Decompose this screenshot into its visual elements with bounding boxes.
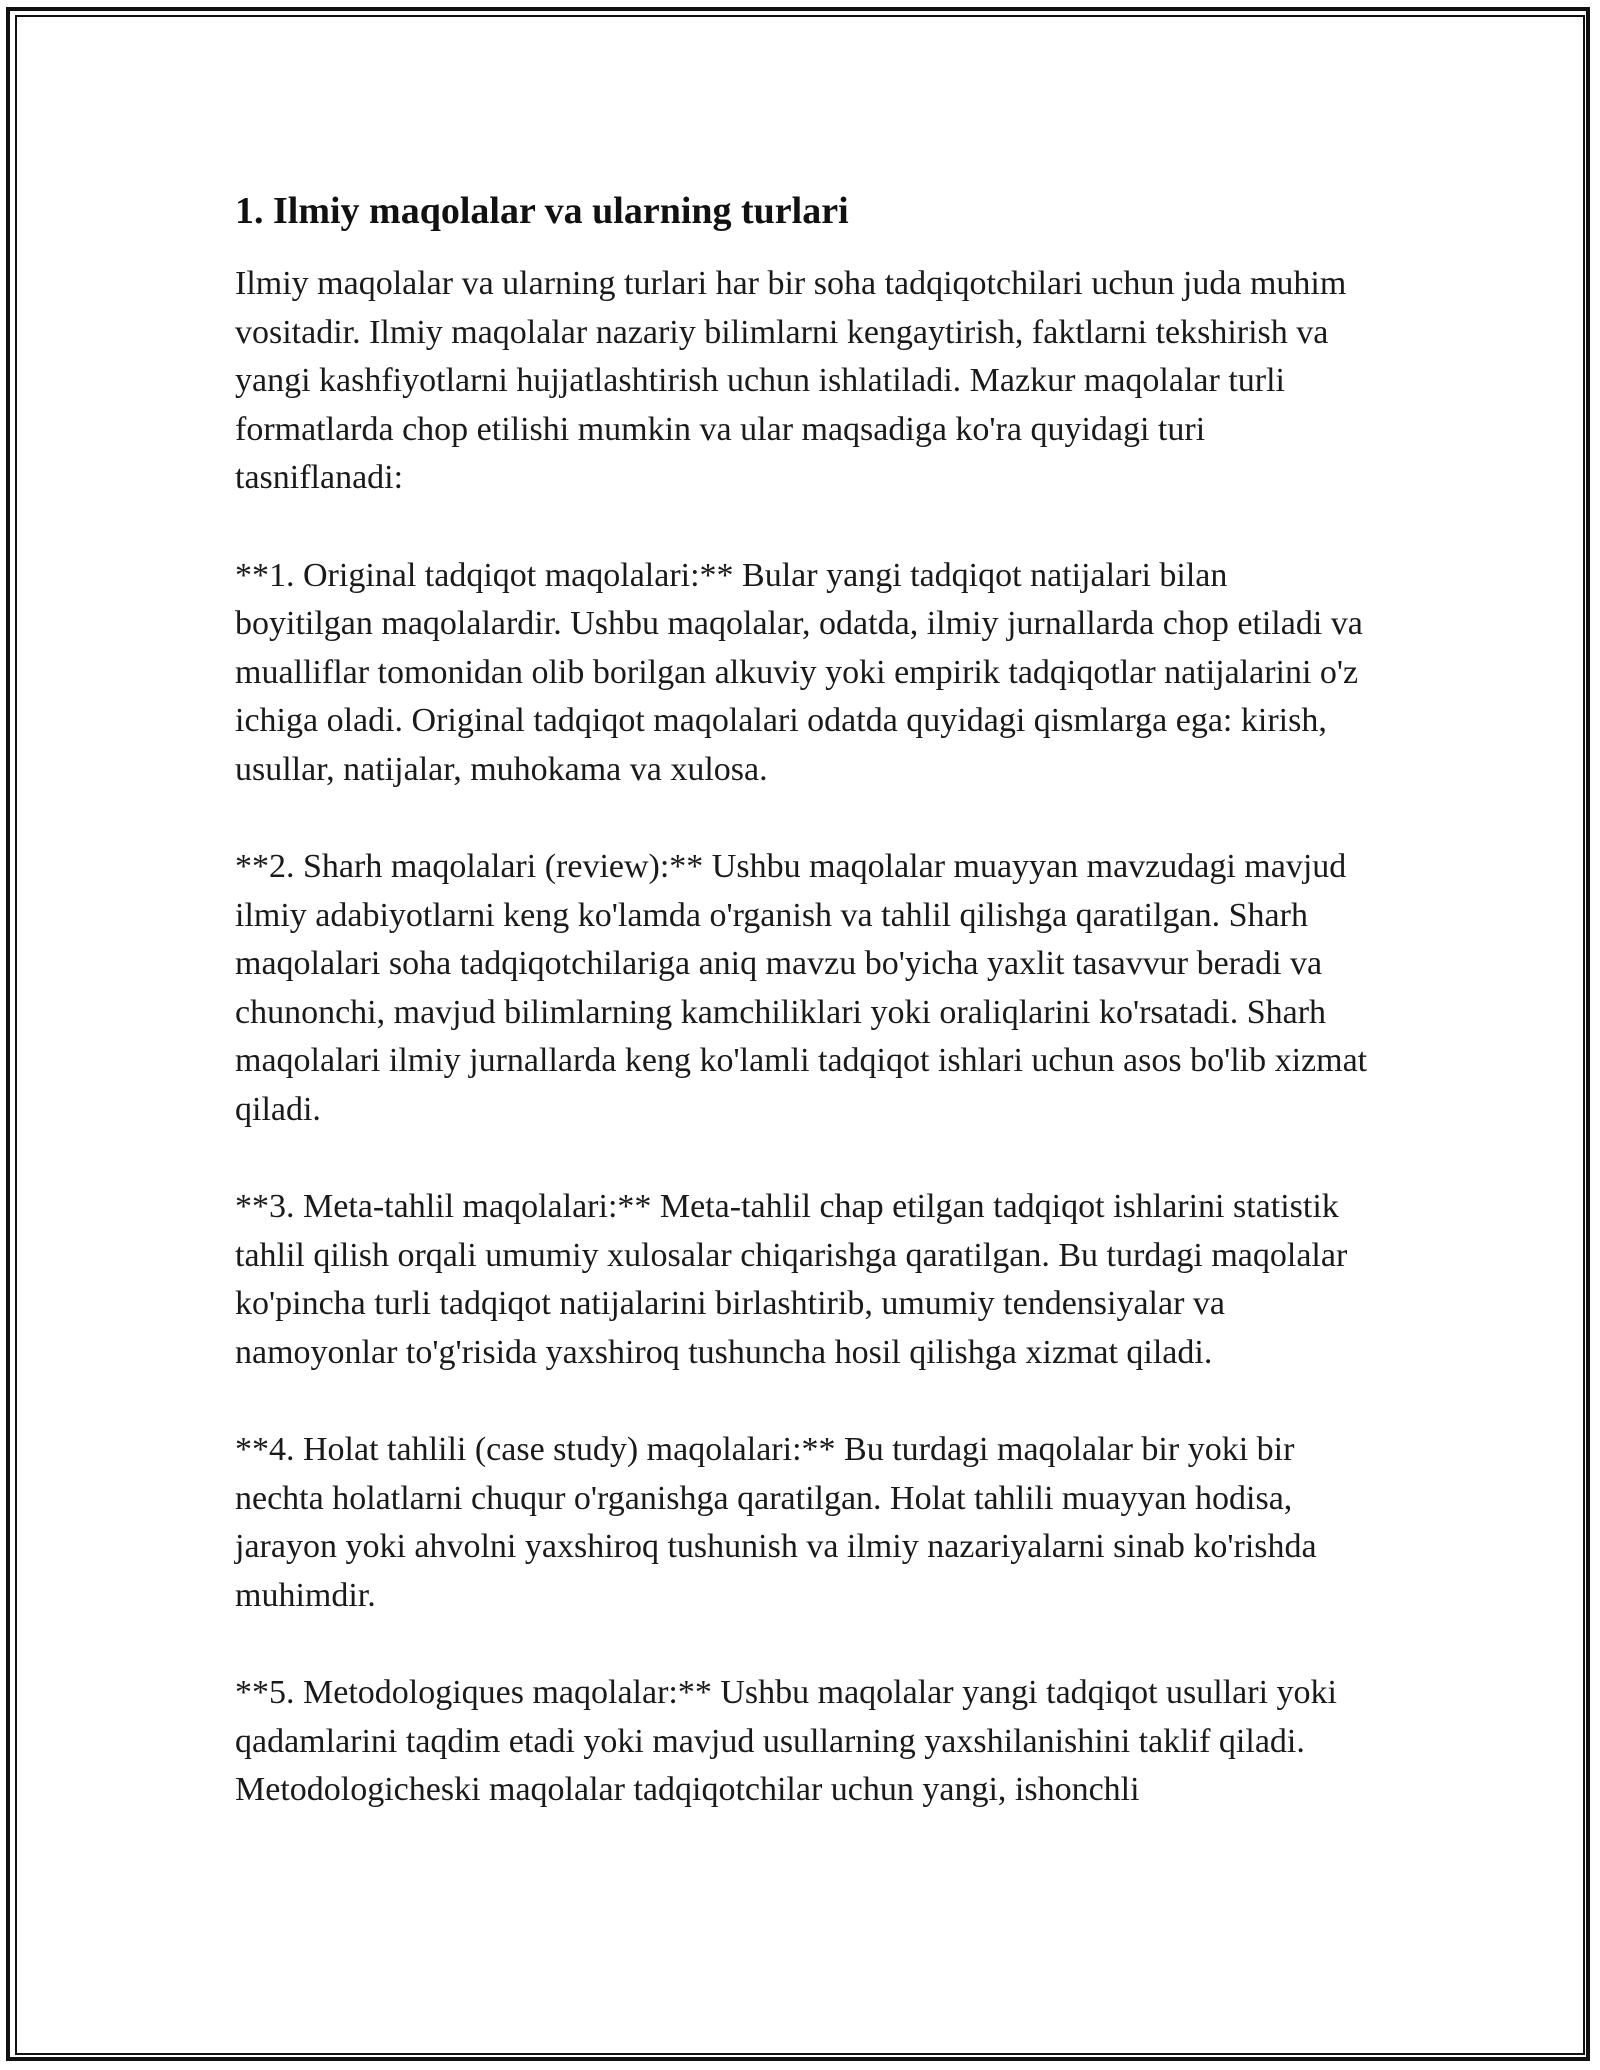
paragraph-review-articles: **2. Sharh maqolalari (review):** Ushbu maqolalar muayyan mavzudagi mavjud ilmiy adabiyotlarni keng ko'lamda o'rganish va tahlil qilishga qaratilgan. Sharh maqolalari soha tadqiqotchilariga aniq mavzu bo'yicha yaxlit tasavvur beradi va chunonchi, mavjud bilimlarning kamchiliklari yoki oraliqlarini ko'rsatadi. Sharh maqolalari ilmiy jurnallarda keng ko'lamli tadqiqot ishlari uchun asos bo'lib xizmat qiladi. (235, 848, 1368, 1128)
document-body (235, 185, 1370, 1815)
paragraph-case-study: **4. Holat tahlili (case study) maqolalari:** Bu turdagi maqolalar bir yoki bir nechta holatlarni chuqur o'rganishga qaratilgan. Holat tahlili muayyan hodisa, jarayon yoki ahvolni yaxshiroq tushunish va ilmiy nazariyalarni sinab ko'rishda muhimdir. (235, 1431, 1317, 1614)
paragraph-original-research: **1. Original tadqiqot maqolalari:** Bular yangi tadqiqot natijalari bilan boyitilgan maqolalardir. Ushbu maqolalar, odatda, ilmiy jurnallarda chop etiladi va mualliflar tomonidan olib borilgan alkuviy yoki empirik tadqiqotlar natijalarini o'z ichiga oladi. Original tadqiqot maqolalari odatda quyidagi qismlarga ega: kirish, usullar, natijalar, muhokama va xulosa. (235, 556, 1363, 788)
paragraph-intro: Ilmiy maqolalar va ularning turlari har bir soha tadqiqotchilari uchun juda muhim vositadir. Ilmiy maqolalar nazariy bilimlarni kengaytirish, faktlarni tekshirish va yangi kashfiyotlarni hujjatlashtirish uchun ishlatiladi. Mazkur maqolalar turli formatlarda chop etilishi mumkin va ular maqsadiga ko'ra quyidagi turi tasniflanadi: (235, 265, 1347, 496)
paragraph-methodological: **5. Metodologiques maqolalar:** Ushbu maqolalar yangi tadqiqot usullari yoki qadamlarini taqdim etadi yoki mavjud usullarning yaxshilanishini taklif qiladi. Metodologicheski maqolalar tadqiqotchilar uchun yangi, ishonchli (235, 1674, 1337, 1808)
section-heading: 1. Ilmiy maqolalar va ularning turlari (235, 190, 849, 232)
paragraph-meta-analysis: **3. Meta-tahlil maqolalari:** Meta-tahlil chap etilgan tadqiqot ishlarini statistik tahlil qilish orqali umumiy xulosalar chiqarishga qaratilgan. Bu turdagi maqolalar ko'pincha turli tadqiqot natijalarini birlashtirib, umumiy tendensiyalar va namoyonlar to'g'risida yaxshiroq tushuncha hosil qilishga xizmat qiladi. (235, 1188, 1348, 1371)
